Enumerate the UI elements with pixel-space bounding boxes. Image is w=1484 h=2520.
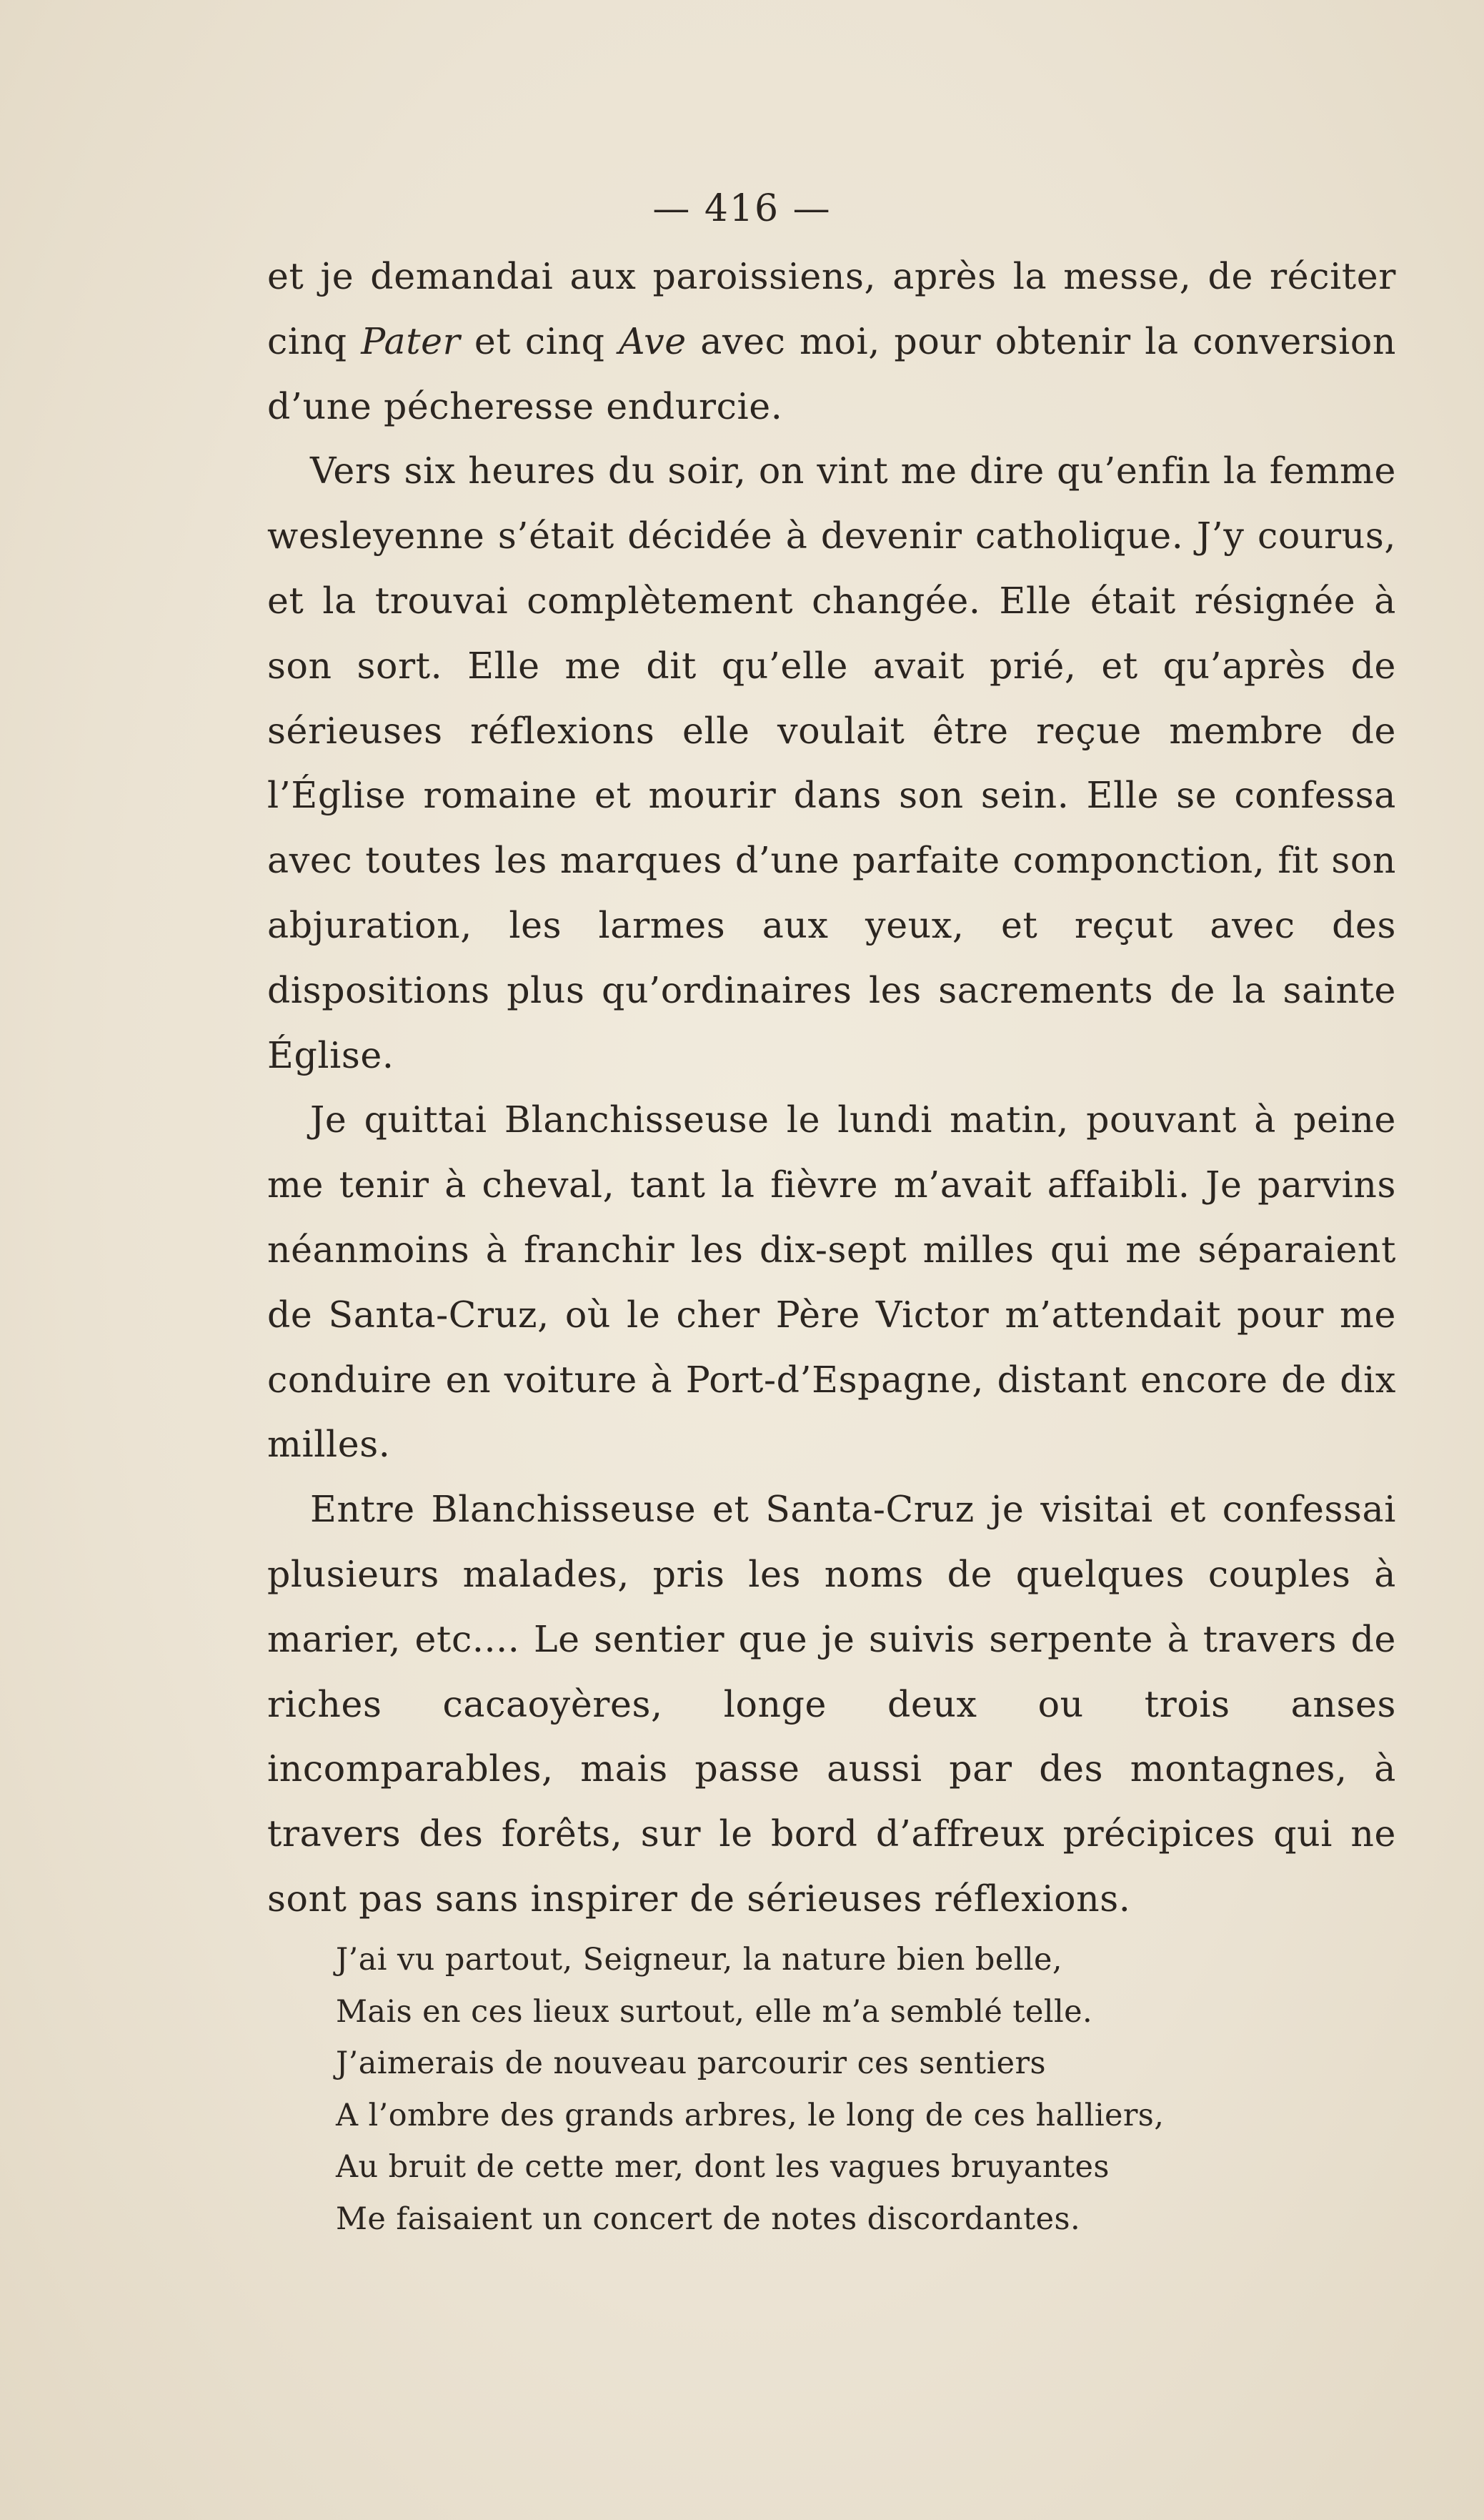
verse-line: Me faisaient un concert de notes discordantes. [336,2201,1081,2237]
paragraph-1-text-a: et je demandai aux paroissiens, après la messe, de réciter cinq [267,255,1396,362]
paragraph-3: Je quittai Blanchisseuse le lundi matin, pouvant à peine me tenir à cheval, tant la fièvre m’avait affaibli. Je parvins néanmoins à franchir les dix-sept milles qui me séparaient de Santa-Cruz, où le cher Père Victor m’attendait pour me conduire en voiture à Port-d’Espagne, distant encore de dix milles. [267,1098,1396,1466]
body-text [267,244,1396,1932]
paragraph-1-pater: Pater [361,319,461,362]
paragraph-1 [267,244,1396,439]
verse-line: Au bruit de cette mer, dont les vagues bruyantes [336,2149,1110,2185]
verse-block [336,1934,1265,2245]
paragraph-1-ave: Ave [619,319,687,362]
verse-line: J’aimerais de nouveau parcourir ces sentiers [336,2045,1046,2081]
paragraph-2: Vers six heures du soir, on vint me dire qu’enfin la femme wesleyenne s’était décidée à devenir catholique. J’y courus, et la trouvai complètement changée. Elle était résignée à son sort. Elle me dit qu’elle avait prié, et qu’après de sérieuses réflexions elle voulait être reçue membre de l’Église romaine et mourir dans son sein. Elle se confessa avec toutes les marques d’une parfaite componction, fit son abjuration, les larmes aux yeux, et reçut avec des dispositions plus qu’ordinaires les sacrements de la sainte Église. [267,450,1396,1076]
verse-line: J’ai vu partout, Seigneur, la nature bien belle, [336,1942,1062,1978]
verse-line: A l’ombre des grands arbres, le long de ces halliers, [336,2097,1165,2133]
page-number: — 416 — [652,187,832,230]
verse-line: Mais en ces lieux surtout, elle m’a semblé telle. [336,1993,1093,2030]
paragraph-1-text-e: avec moi, pour obtenir la conversion d’une pécheresse endurcie. [267,319,1396,427]
paragraph-1-text-c: et cinq [460,319,619,362]
paragraph-4: Entre Blanchisseuse et Santa-Cruz je visitai et confessai plusieurs malades, pris les noms de quelques couples à marier, etc.... Le sentier que je suivis serpente à travers de riches cacaoyères, longe deux ou trois anses incomparables, mais passe aussi par des montagnes, à travers des forêts, sur le bord d’affreux précipices qui ne sont pas sans inspirer de sérieuses réflexions. [267,1488,1396,1920]
